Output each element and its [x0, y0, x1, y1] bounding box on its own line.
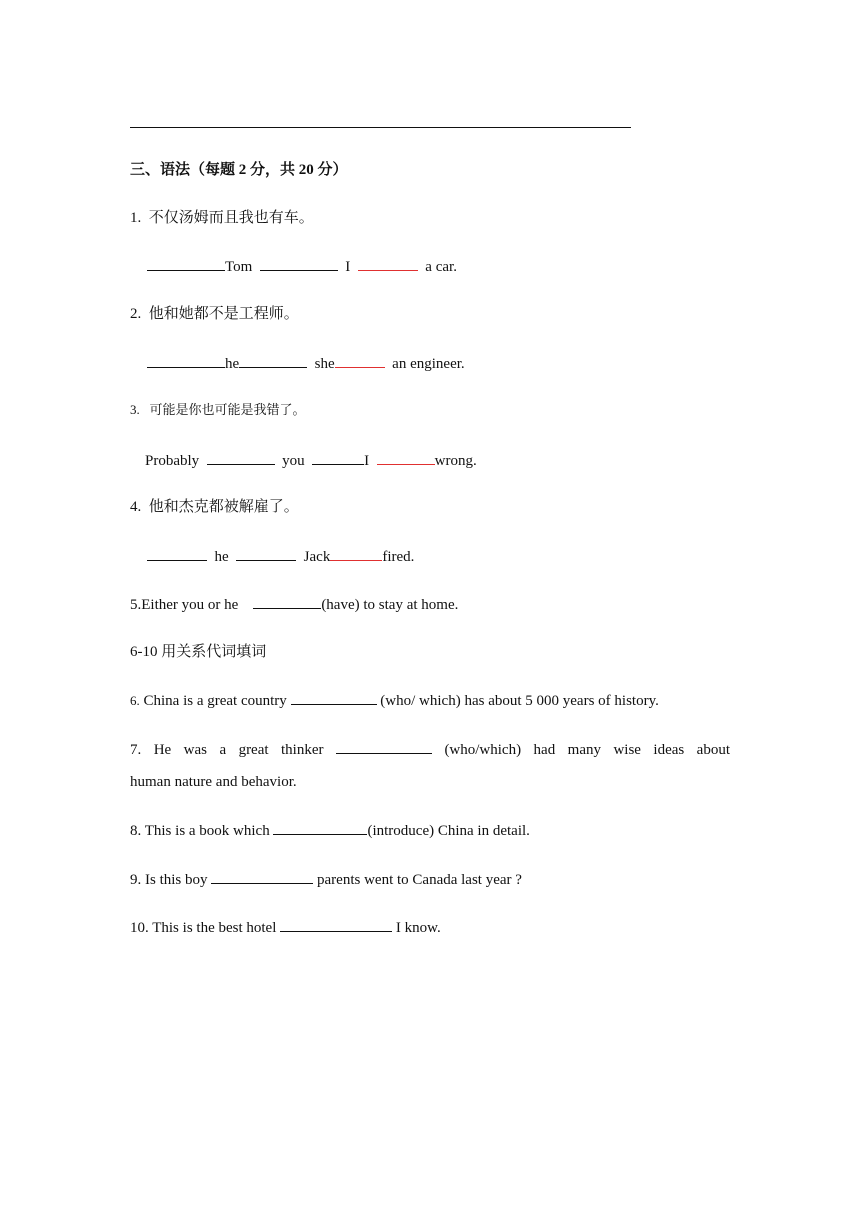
blank[interactable] [280, 917, 392, 932]
blank[interactable] [330, 546, 382, 561]
blank[interactable] [239, 353, 307, 368]
blank[interactable] [358, 256, 418, 271]
q1-answer-line: Tom I a car. [147, 256, 457, 277]
blank[interactable] [147, 256, 225, 271]
blank[interactable] [335, 353, 385, 368]
q7-line: 7. He was a great thinker (who/which) had many wise ideas about [130, 739, 730, 760]
blank[interactable] [147, 546, 207, 561]
q8-line: 8. This is a book which (introduce) China in detail. [130, 820, 530, 841]
q1-prompt: 1. 不仅汤姆而且我也有车。 [130, 210, 314, 226]
blank[interactable] [312, 450, 364, 465]
blank[interactable] [336, 739, 432, 754]
q10-line: 10. This is the best hotel I know. [130, 917, 441, 938]
q2-answer-line: he she an engineer. [147, 353, 465, 374]
blank[interactable] [291, 690, 377, 705]
blank[interactable] [273, 820, 367, 835]
blank[interactable] [211, 869, 313, 884]
sub-heading: 6-10 用关系代词填词 [130, 644, 267, 660]
q4-prompt: 4. 他和杰克都被解雇了。 [130, 499, 299, 515]
top-rule [130, 127, 631, 128]
q3-answer-line: Probably you I wrong. [145, 450, 477, 471]
blank[interactable] [260, 256, 338, 271]
blank[interactable] [147, 353, 225, 368]
q9-line: 9. Is this boy parents went to Canada last year ? [130, 869, 522, 890]
q6-line: 6. China is a great country (who/ which) has about 5 000 years of history. [130, 690, 659, 711]
blank[interactable] [236, 546, 296, 561]
blank[interactable] [377, 450, 435, 465]
section-title: 三、语法（每题 2 分，共 20 分） [130, 162, 348, 178]
q4-answer-line: he Jack fired. [147, 546, 414, 567]
blank[interactable] [207, 450, 275, 465]
q7-line-2: human nature and behavior. [130, 774, 297, 790]
q2-prompt: 2. 他和她都不是工程师。 [130, 306, 299, 322]
q3-prompt: 3. 可能是你也可能是我错了。 [130, 402, 306, 417]
q5-line: 5.Either you or he (have) to stay at home. [130, 594, 458, 615]
blank[interactable] [253, 594, 321, 609]
